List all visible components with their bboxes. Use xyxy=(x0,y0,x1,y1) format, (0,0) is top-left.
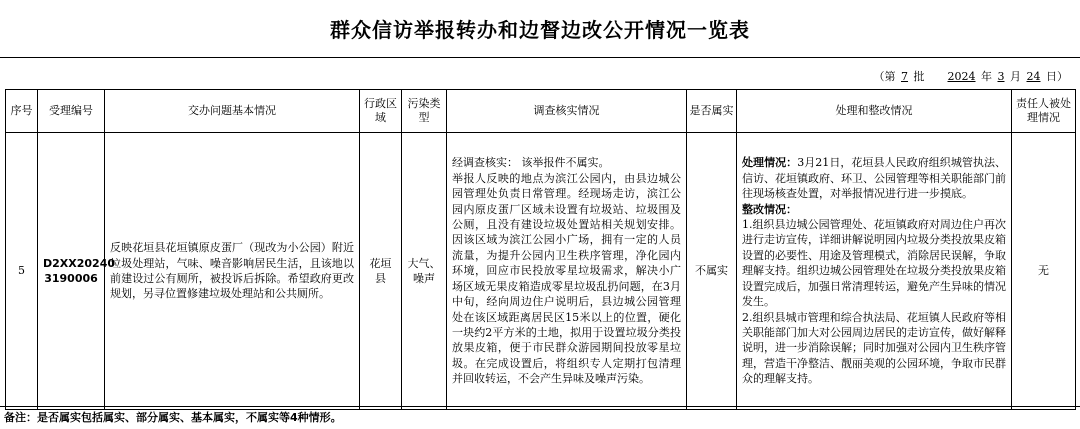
header-problem: 交办问题基本情况 xyxy=(105,90,360,133)
page-title: 群众信访举报转办和边督边改公开情况一览表 xyxy=(330,18,750,42)
header-verified: 是否属实 xyxy=(687,90,737,133)
rectify-item-1: 1.组织县边城公园管理处、花垣镇政府对周边住户再次进行走访宣传，详细讲解说明园内垃圾分类投放果皮箱设置的必要性、用途及管理模式，消除居民误解，争取理解支持。组织边城公园管理处在垃圾分类投放果皮箱设置完成后，加强日常清理转运，避免产生异味的情况发生。 xyxy=(742,218,1006,309)
header-pollution: 污染类型 xyxy=(402,90,447,133)
header-handling: 处理和整改情况 xyxy=(737,90,1012,133)
handling-text: 3月21日，花垣县人民政府组织城管执法、信访、花垣镇政府、环卫、公园管理等相关职能部门前往现场核查处置，对举报情况进行进一步摸底。 xyxy=(742,156,1006,201)
cell-problem: 反映花垣县花垣镇原皮蛋厂（现改为小公园）附近垃圾处理站，气味、噪音影响居民生活，且该地以前建设过公有厕所，被投诉后拆除。希望政府更改规划，另寻位置修建垃圾处理站和公共厕所。 xyxy=(105,133,360,410)
petition-table xyxy=(5,89,1076,410)
footer-divider xyxy=(0,406,1080,407)
header-responsible: 责任人被处理情况 xyxy=(1012,90,1076,133)
table-row xyxy=(6,133,1076,410)
header-investigation: 调查核实情况 xyxy=(447,90,687,133)
handling-label: 处理情况： xyxy=(742,156,798,170)
header-index: 序号 xyxy=(6,90,38,133)
cell-responsible: 无 xyxy=(1012,133,1076,410)
table-header-row xyxy=(6,90,1076,133)
cell-case-id: D2XX20240 3190006 xyxy=(38,133,105,410)
rectify-label: 整改情况： xyxy=(742,202,797,216)
header-region: 行政区域 xyxy=(360,90,402,133)
date-day: 24 xyxy=(1026,70,1041,83)
header-case-id: 受理编号 xyxy=(38,90,105,133)
cell-region: 花垣县 xyxy=(360,133,402,410)
batch-date-line: （第 7 批 2024 年 3 月 24 日） xyxy=(873,70,1068,83)
cell-handling xyxy=(737,133,1012,410)
cell-investigation: 经调查核实： 该举报件不属实。 举报人反映的地点为滨江公园内，由县边城公园管理处负责日常管理。经现场走访，滨江公园内原皮蛋厂区域未设置有垃圾站、垃圾围及公厕，且没有建设垃圾处置站相关规划安排。因该区域为滨江公园小广场，拥有一定的人员流量，为提升公园内卫生秩序管理，净化园内环境，回应市民投放零星垃圾需求，解决小广场区域无果皮箱造成零星垃圾乱扔问题，在3月中旬，经向周边住户说明后，县边城公园管理处在该区域距离居民区15米以上的位置，硬化一块约2平方米的土地，拟用于设置垃圾分类投放果皮箱，便于市民群众游园期间投放零星垃圾。在完成设置后，将组织专人定期打包清理并回收转运，不会产生异味及噪声污染。 xyxy=(447,133,687,410)
footnote xyxy=(4,409,342,425)
cell-index: 5 xyxy=(6,133,38,410)
rectify-item-2: 2.组织县城市管理和综合执法局、花垣镇人民政府等相关职能部门加大对公园周边居民的走访宣传，做好解释说明，进一步消除误解；同时加强对公园内卫生秩序管理，营造干净整洁、靓丽美观的公园环境，争取市民群众的理解支持。 xyxy=(742,310,1006,386)
handling-paragraph xyxy=(742,155,1006,201)
footnote-label: 备注： xyxy=(4,411,37,424)
date-year: 2024 xyxy=(947,70,976,83)
title-divider xyxy=(0,57,1080,58)
footnote-text: 是否属实包括属实、部分属实、基本属实，不属实等4种情形。 xyxy=(37,411,342,424)
cell-verified: 不属实 xyxy=(687,133,737,410)
cell-pollution: 大气、噪声 xyxy=(402,133,447,410)
batch-number: 7 xyxy=(901,70,909,83)
date-month: 3 xyxy=(997,70,1005,83)
